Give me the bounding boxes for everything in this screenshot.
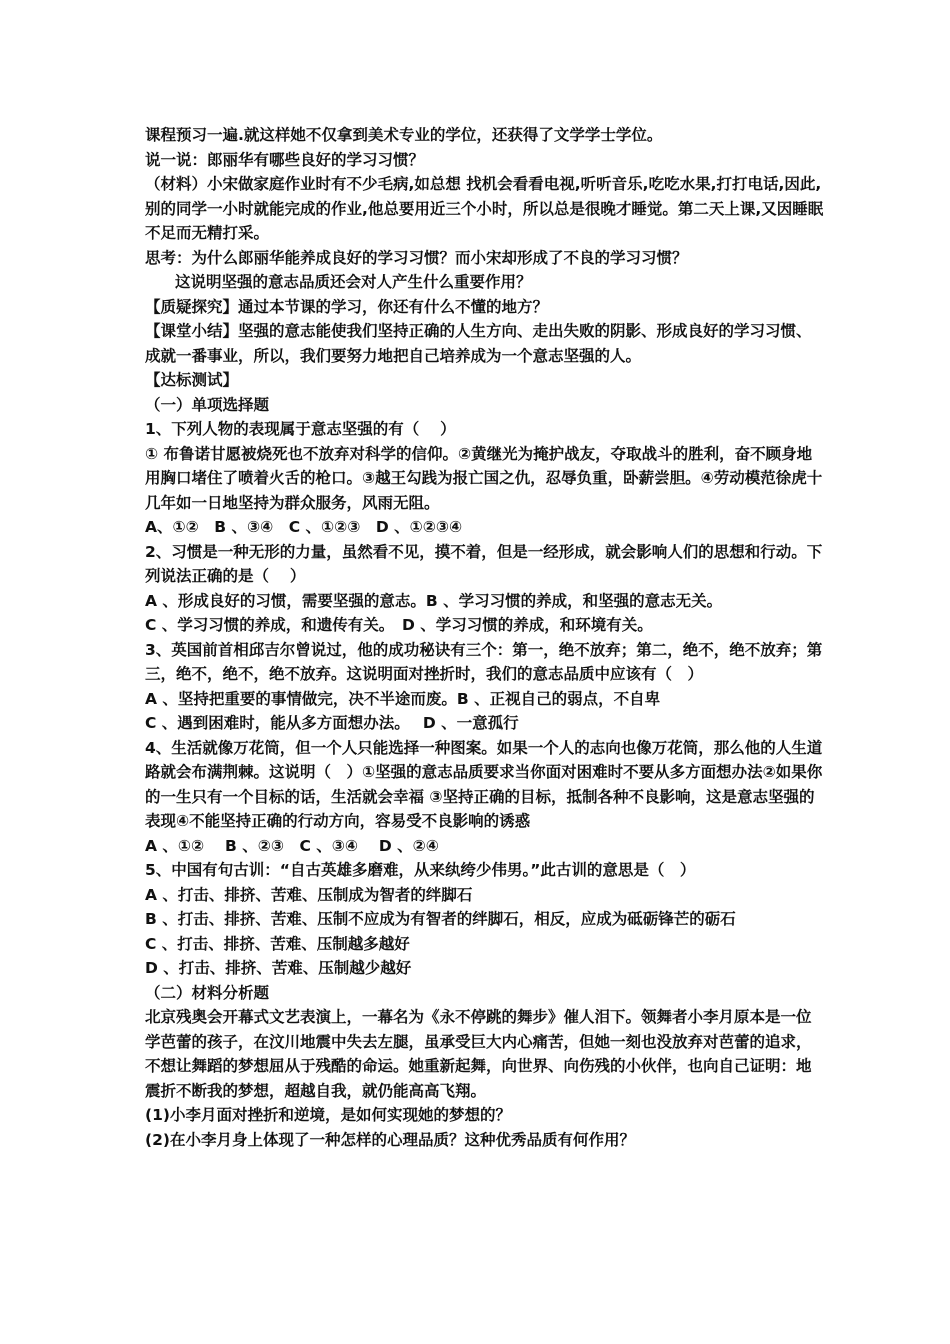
question-3: 3、英国前首相邱吉尔曾说过，他的成功秘诀有三个：第一，绝不放弃；第二，绝不，绝不放弃；第三，绝不，绝不，绝不放弃。这说明面对挫折时，我们的意志品质中应该有（ ）: [145, 640, 823, 683]
section-heading-material-analysis: （二）材料分析题: [145, 983, 270, 1002]
analysis-question-2: (2)在小李月身上体现了一种怎样的心理品质？这种优秀品质有何作用？: [145, 1130, 635, 1149]
document-body: [145, 123, 825, 1152]
question-1: 1、下列人物的表现属于意志坚强的有（ ）: [145, 420, 456, 438]
question-3-options-cd: C 、遇到困难时，能从多方面想办法。 D 、一意孤行: [145, 714, 519, 732]
paragraph-preview-continuation: 课程预习一遍.就这样她不仅拿到美术专业的学位，还获得了文学学士学位。: [145, 126, 663, 144]
question-5: 5、中国有句古训：“自古英雄多磨难，从来纨绔少伟男。”此古训的意思是（ ）: [145, 861, 696, 879]
question-5-option-c: C 、打击、排挤、苦难、压制越多越好: [145, 934, 410, 953]
question-5-option-a: A 、打击、排挤、苦难、压制成为智者的绊脚石: [145, 885, 473, 904]
question-2-options-ab: A 、形成良好的习惯，需要坚强的意志。B 、学习习惯的养成，和坚强的意志无关。: [145, 591, 723, 610]
question-4-options: A 、①② B 、②③ C 、③④ D 、②④: [145, 836, 439, 855]
section-heading-test: 【达标测试】: [145, 371, 239, 389]
section-heading-single-choice: （一）单项选择题: [145, 395, 270, 414]
question-5-option-d: D 、打击、排挤、苦难、压制越少越好: [145, 959, 412, 977]
question-2: 2、习惯是一种无形的力量，虽然看不见，摸不着，但是一经形成，就会影响人们的思想和行动。下列说法正确的是（ ）: [145, 542, 823, 585]
question-2-options-cd: C 、学习习惯的养成，和遗传有关。 D 、学习习惯的养成，和环境有关。: [145, 616, 653, 634]
paragraph-inquiry: 【质疑探究】通过本节课的学习，你还有什么不懂的地方？: [145, 297, 549, 316]
question-1-options: A、①② B 、③④ C 、①②③ D 、①②③④: [145, 518, 463, 536]
question-1-statements: ① 布鲁诺甘愿被烧死也不放弃对科学的信仰。②黄继光为掩护战友，夺取战斗的胜利，奋不顾身地用胸口堵住了喷着火舌的枪口。③越王勾践为报亡国之仇，忍辱负重，卧薪尝胆。④劳动模范徐虎十几年如一日地坚持为群众服务，风雨无阻。: [145, 444, 823, 512]
question-4: 4、生活就像万花筒，但一个人只能选择一种图案。如果一个人的志向也像万花筒，那么他的人生道路就会布满荆棘。这说明（ ）①坚强的意志品质要求当你面对困难时不要从多方面想办法②如果你的一生只有一个目标的话，生活就会幸福 ③坚持正确的目标，抵制各种不良影响，这是意志坚强的表现④不能坚持正确的行动方向，容易受不良影响的诱惑: [145, 738, 823, 830]
question-3-options-ab: A 、坚持把重要的事情做完，决不半途而废。B 、正视自己的弱点，不自卑: [145, 689, 661, 708]
question-5-option-b: B 、打击、排挤、苦难、压制不应成为有智者的绊脚石，相反，应成为砥砺锋芒的砺石: [145, 910, 736, 928]
paragraph-summary: 【课堂小结】坚强的意志能使我们坚持正确的人生方向、走出失败的阴影、形成良好的学习习惯、成就一番事业，所以，我们要努力地把自己培养成为一个意志坚强的人。: [145, 322, 812, 365]
paragraph-material-li-yue: 北京残奥会开幕式文艺表演上，一幕名为《永不停跳的舞步》催人泪下。领舞者小李月原本是一位学芭蕾的孩子，在汶川地震中失去左腿，虽承受巨大内心痛苦，但她一刻也没放弃对芭蕾的追求，不想让舞蹈的梦想屈从于残酷的命运。她重新起舞，向世界、向伤残的小伙伴，也向自己证明：地震折不断我的梦想，超越自我，就仍能高高飞翔。: [145, 1008, 812, 1100]
paragraph-think-question: 思考：为什么郎丽华能养成良好的学习习惯？而小宋却形成了不良的学习习惯？: [145, 248, 688, 267]
paragraph-material-xiaosong: （材料）小宋做家庭作业时有不少毛病,如总想 找机会看看电视,听听音乐,吃吃水果,打打电话,因此,别的同学一小时就能完成的作业,他总要用近三个小时，所以总是很晚才睡觉。第二天上课,又因睡眠不足而无精打采。: [145, 175, 824, 242]
paragraph-think-followup: 这说明坚强的意志品质还会对人产生什么重要作用？: [175, 273, 532, 291]
analysis-question-1: (1)小李月面对挫折和逆境，是如何实现她的梦想的？: [145, 1106, 511, 1124]
paragraph-discussion-prompt: 说一说：郎丽华有哪些良好的学习习惯？: [145, 150, 425, 169]
